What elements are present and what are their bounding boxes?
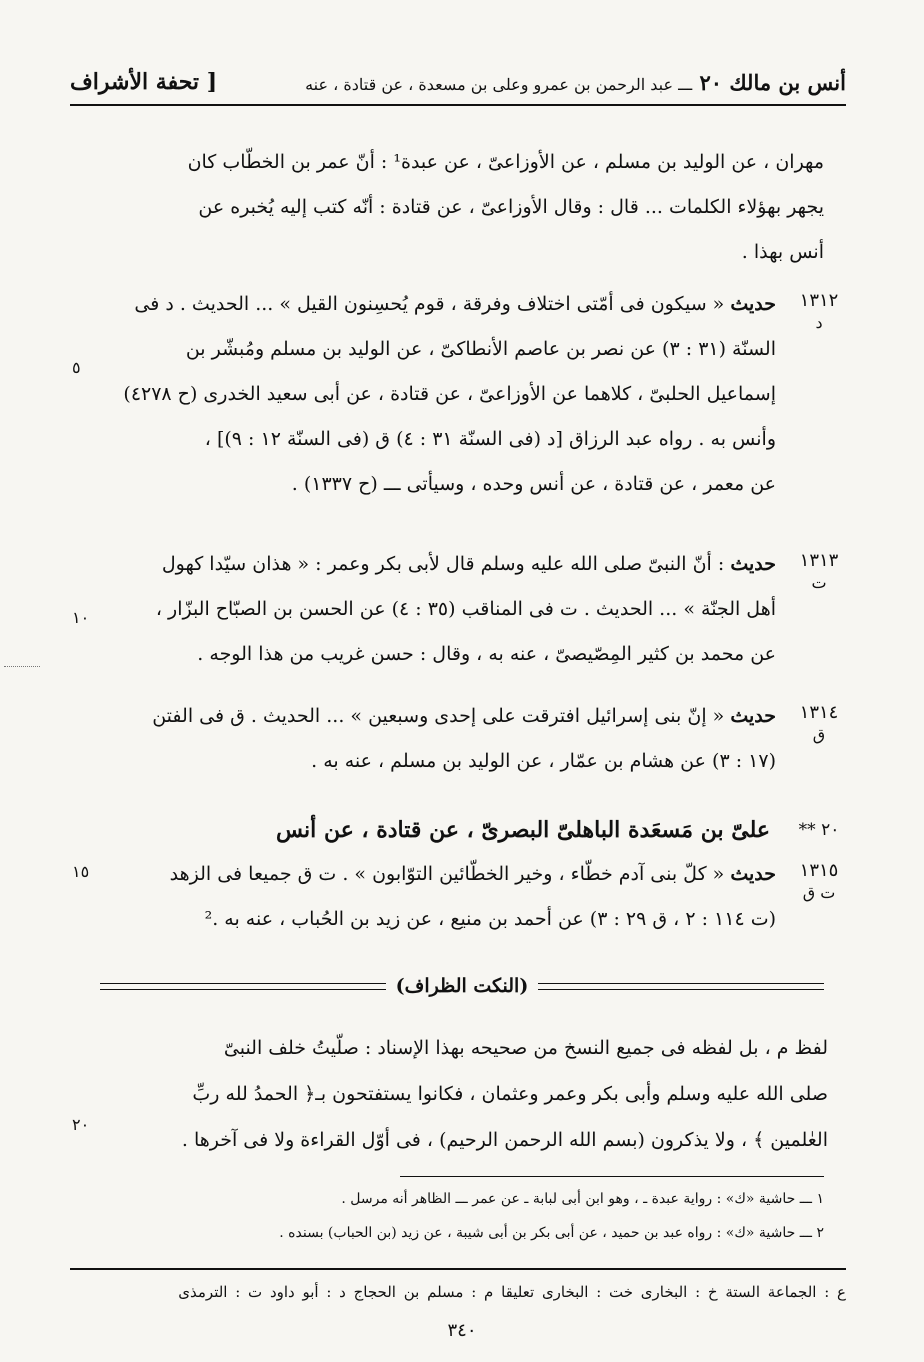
entry-line: إسماعيل الحلبىّ ، كلاهما عن الأوزاعىّ ، عن قتادة ، عن أبى سعيد الخدرى (ح ٤٢٧٨) — [123, 383, 776, 405]
hadith-entry — [70, 542, 846, 677]
entry-number-value: ١٣١٣ — [799, 550, 839, 571]
hadith-label: حديث — [730, 705, 776, 727]
intro-line: أنس بهذا . — [741, 241, 824, 263]
entry-line: عن محمد بن كثير المِصّيصىّ ، عنه به ، وقال : حسن غريب من هذا الوجه . — [197, 643, 776, 665]
hadith-entry — [70, 852, 846, 942]
entry-number-value: ١٣١٤ — [799, 702, 839, 723]
footnote: ١ ـــ حاشية «ك» : رواية عبدة ـ ، وهو ابن أبى لبابة ـ عن عمر ـــ الظاهر أنه مرسل . — [341, 1191, 824, 1207]
hadith-label: حديث — [730, 293, 776, 315]
note-line: العٰلمين ﴾ ، ولا يذكرون (بسم الله الرحمن الرحيم) ، فى أوّل القراءة ولا فى آخرها . — [181, 1129, 828, 1151]
page-number: ٣٤٠ — [447, 1320, 477, 1341]
hadith-entry — [70, 282, 846, 507]
nukat-label: (النكت الظراف) — [395, 975, 529, 997]
header-subtitle: ـــ عبد الرحمن بن عمرو وعلى بن مسعدة ، عن قتادة ، عنه — [305, 74, 693, 94]
note-line: لفظ م ، بل لفظه فى جميع النسخ من صحيحه بهذا الإسناد : صلّيتُ خلف النبىّ — [223, 1037, 828, 1059]
divider-line — [538, 983, 824, 990]
hadith-entry — [70, 694, 846, 784]
nukat-divider — [100, 968, 824, 1004]
nukat-paragraph — [96, 1025, 828, 1163]
entry-number — [792, 694, 846, 746]
intro-line: مهران ، عن الوليد بن مسلم ، عن الأوزاعىّ ، عن عبدة¹ : أنّ عمر بن الخطّاب كان — [187, 151, 824, 173]
entry-number-value: ١٣١٢ — [799, 290, 839, 311]
entry-line: وأنس به . رواه عبد الرزاق [د (فى السنّة ٣١ : ٤) ق (فى السنّة ١٢ : ٩)] ، — [204, 428, 776, 450]
heading-mark: ٢٠ ** — [798, 820, 840, 840]
entry-line: أهل الجنّة » ... الحديث . ت فى المناقب (٣٥ : ٤) عن الحسن بن الصبّاح البزّار ، — [155, 598, 776, 620]
header-title: أنس بن مالك ٢٠ — [699, 69, 846, 95]
running-header — [70, 62, 846, 102]
entry-source-code: ت ق — [802, 883, 836, 902]
entry-line: حديث « كلّ بنى آدم خطّاء ، وخير الخطّائين التوّابون » . ت ق جميعا فى الزهد — [169, 863, 776, 885]
legend-rule — [70, 1268, 846, 1270]
narrator-heading — [70, 808, 846, 852]
note-line: صلى الله عليه وسلم وأبى بكر وعمر وعثمان ، فكانوا يستفتحون بـ﴿ الحمدُ لله ربِّ — [192, 1083, 828, 1105]
entry-number — [792, 282, 846, 334]
abbreviation-legend: ع : الجماعة الستة خ : البخارى خت : البخارى تعليقا م : مسلم بن الحجاج د : أبو داود ت : الترمذى — [178, 1283, 846, 1301]
entry-line: حديث : أنّ النبىّ صلى الله عليه وسلم قال لأبى بكر وعمر : « هذان سيّدا كهول — [161, 553, 776, 575]
entry-line: حديث « إنّ بنى إسرائيل افترقت على إحدى وسبعين » ... الحديث . ق فى الفتن — [152, 705, 776, 727]
footnote-rule — [400, 1176, 824, 1177]
entry-line: حديث « سيكون فى أمّتى اختلاف وفرقة ، قوم يُحسِنون القيل » ... الحديث . د فى — [134, 293, 776, 315]
entry-number — [792, 542, 846, 594]
entry-number-value: ١٣١٥ — [799, 860, 839, 881]
entry-line: عن معمر ، عن قتادة ، عن أنس وحده ، وسيأتى ـــ (ح ١٣٣٧) . — [291, 473, 776, 495]
entry-line: (ت ١١٤ : ٢ ، ق ٢٩ : ٣) عن أحمد بن منيع ، عن زيد بن الحُباب ، عنه به .² — [204, 908, 776, 930]
intro-line: يجهر بهؤلاء الكلمات ... قال : وقال الأوزاعىّ ، عن قتادة : أنّه كتب إليه يُخبره عن — [198, 196, 824, 218]
entry-number — [792, 852, 846, 904]
header-rule — [70, 104, 846, 106]
heading-text: علىّ بن مَسعَدة الباهلىّ البصرىّ ، عن قتادة ، عن أنس — [276, 817, 770, 843]
entry-source-code: ق — [812, 725, 826, 744]
line-count-marker: ٢٠ — [72, 1115, 90, 1134]
header-book-title: [ تحفة الأشراف — [70, 69, 218, 95]
divider-line — [100, 983, 386, 990]
entry-source-code: د — [815, 313, 823, 332]
hadith-label: حديث — [730, 553, 776, 575]
footnote: ٢ ـــ حاشية «ك» : رواه عبد بن حميد ، عن أبى بكر بن أبى شيبة ، عن زيد (بن الحباب) بسنده . — [279, 1225, 824, 1241]
header-chapter — [305, 70, 846, 95]
entry-source-code: ت — [811, 573, 827, 592]
line-count-marker: ١٥ — [72, 862, 90, 881]
footnotes — [96, 1182, 824, 1250]
hadith-label: حديث — [730, 863, 776, 885]
entry-line: (١٧ : ٣) عن هشام بن عمّار ، عن الوليد بن مسلم ، عنه به . — [311, 750, 776, 772]
entry-line: السنّة (٣١ : ٣) عن نصر بن عاصم الأنطاكىّ ، عن الوليد بن مسلم ومُبشّر بن — [185, 338, 776, 360]
edge-dots — [4, 666, 40, 667]
line-count-marker: ١٠ — [72, 608, 90, 627]
line-count-marker: ٥ — [72, 358, 81, 377]
intro-paragraph — [96, 140, 824, 275]
